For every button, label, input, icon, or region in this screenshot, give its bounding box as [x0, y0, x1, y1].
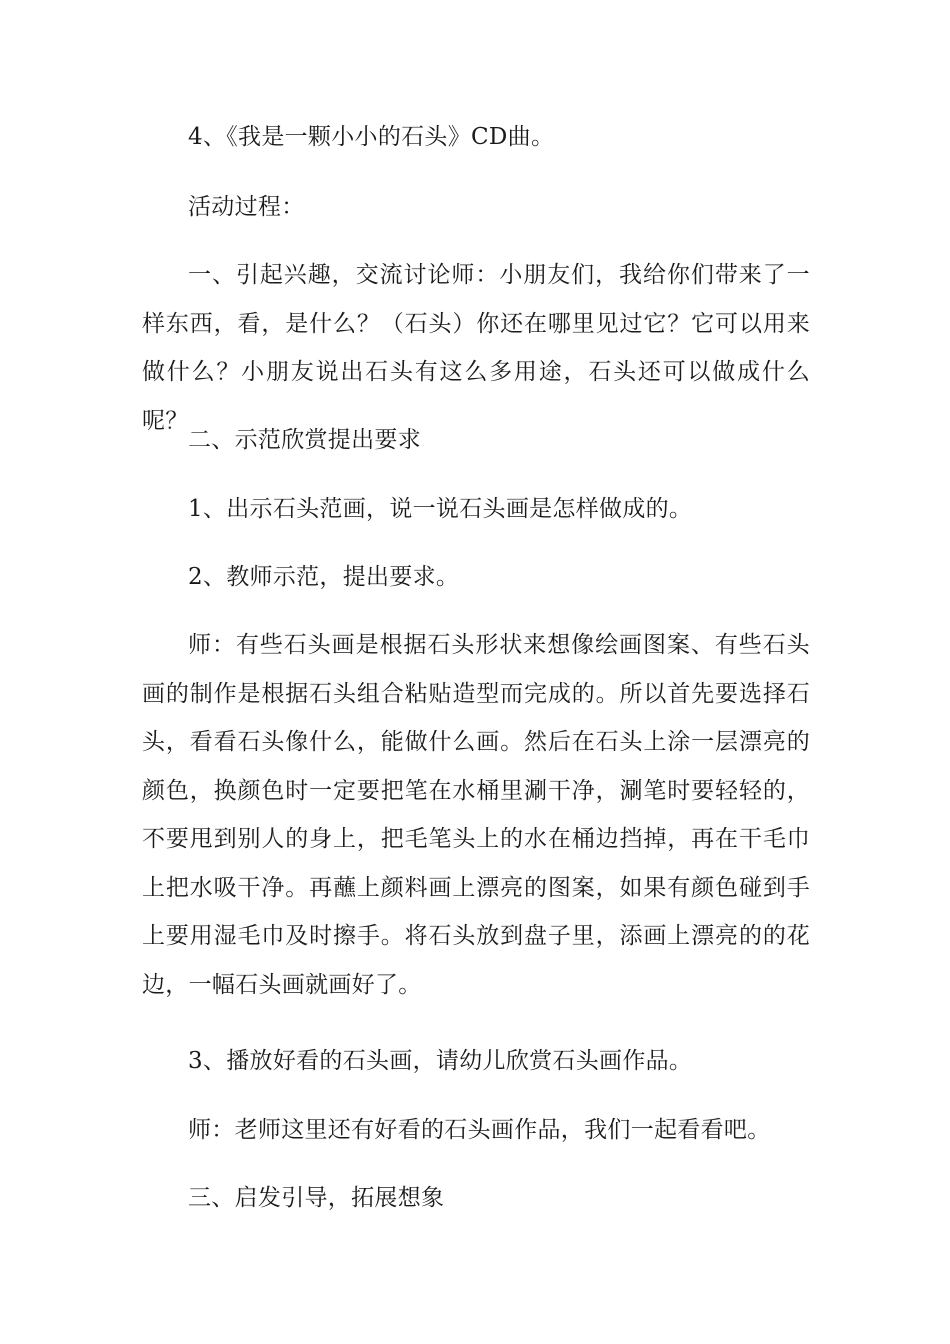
paragraph-section-2-heading: 二、示范欣赏提出要求	[188, 427, 421, 453]
paragraph-materials-item-4: 4、《我是一颗小小的石头》CD曲。	[188, 124, 555, 150]
paragraph-step-2: 2、教师示范，提出要求。	[188, 564, 460, 590]
paragraph-step-1: 1、出示石头范画，说一说石头画是怎样做成的。	[188, 496, 693, 522]
paragraph-teacher-demo: 师：有些石头画是根据石头形状来想像绘画图案、有些石头画的制作是根据石头组合粘贴造型而完成的。所以首先要选择石头，看看石头像什么，能做什么画。然后在石头上涂一层漂亮的颜色，换颜色时一定要把笔在水桶里涮干净，涮笔时要轻轻的，不要甩到别人的身上，把毛笔头上的水在桶边挡掉，再在干毛巾上把水吸干净。再蘸上颜料画上漂亮的图案，如果有颜色碰到手上要用湿毛巾及时擦手。将石头放到盘子里，添画上漂亮的的花边，一幅石头画就画好了。	[142, 632, 810, 998]
paragraph-section-3-heading: 三、启发引导，拓展想象	[188, 1185, 445, 1211]
paragraph-section-1: 一、引起兴趣，交流讨论师：小朋友们，我给你们带来了一样东西，看，是什么？（石头）你还在哪里见过它？它可以用来做什么？小朋友说出石头有这么多用途，石头还可以做成什么呢？	[142, 262, 810, 434]
paragraph-activity-process-heading: 活动过程：	[188, 194, 305, 220]
paragraph-step-3: 3、播放好看的石头画，请幼儿欣赏石头画作品。	[188, 1048, 693, 1074]
paragraph-teacher-show: 师：老师这里还有好看的石头画作品，我们一起看看吧。	[188, 1117, 771, 1143]
